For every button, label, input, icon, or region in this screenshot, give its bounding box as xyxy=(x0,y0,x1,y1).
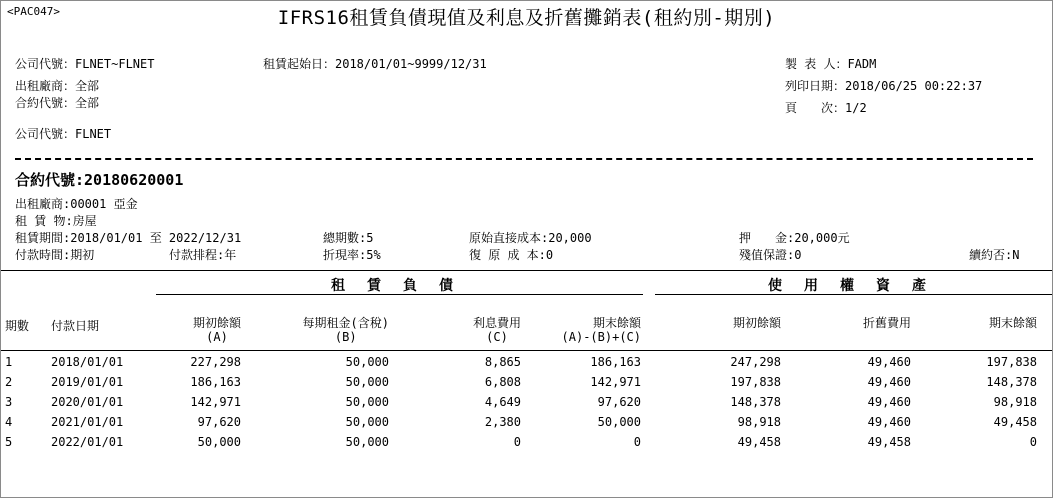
col-header-rent-sub: (B) xyxy=(334,329,357,344)
cell-interest: 2,380 xyxy=(484,415,521,429)
col-header-rent xyxy=(303,317,389,345)
cell-pay-date: 2018/01/01 xyxy=(51,355,124,369)
col-header-depreciation xyxy=(863,317,911,331)
col-header-liab-closing-label: 期末餘額 xyxy=(592,316,641,330)
cell-pay-date: 2022/01/01 xyxy=(51,435,124,449)
cell-rent: 50,000 xyxy=(345,355,389,369)
section-divider xyxy=(15,158,1033,160)
col-header-liab-closing-sub: (A)-(B)+(C) xyxy=(561,329,641,344)
cell-depreciation: 49,460 xyxy=(867,375,911,389)
cell-liab-opening: 186,163 xyxy=(190,375,241,389)
cell-liab-closing: 50,000 xyxy=(597,415,641,429)
cell-liab-opening: 50,000 xyxy=(197,435,241,449)
table-top-rule xyxy=(1,270,1052,271)
cell-liab-opening: 97,620 xyxy=(197,415,241,429)
restoration-cost: 復 原 成 本:0 xyxy=(469,248,554,262)
cell-asset-opening: 247,298 xyxy=(730,355,781,369)
cell-period: 4 xyxy=(5,415,13,429)
renewal-flag: 續約否:N xyxy=(969,248,1020,262)
cell-period: 5 xyxy=(5,435,13,449)
cell-asset-opening: 148,378 xyxy=(730,395,781,409)
company-code-current: 公司代號：FLNET xyxy=(15,127,112,141)
col-header-interest xyxy=(473,317,521,345)
cell-interest: 8,865 xyxy=(484,355,521,369)
cell-asset-closing: 197,838 xyxy=(986,355,1037,369)
cell-depreciation: 49,458 xyxy=(867,435,911,449)
cell-liab-closing: 97,620 xyxy=(597,395,641,409)
col-header-liab-opening xyxy=(193,317,241,345)
table-row xyxy=(1,375,1052,395)
deposit: 押 金:20,000元 xyxy=(739,231,850,245)
report-code: <PAC047> xyxy=(7,5,60,18)
payment-schedule: 付款排程:年 xyxy=(169,248,237,262)
cell-pay-date: 2021/01/01 xyxy=(51,415,124,429)
section-lease-liability: 租賃負債 xyxy=(331,278,475,294)
table-row xyxy=(1,355,1052,375)
table-row xyxy=(1,395,1052,415)
cell-period: 2 xyxy=(5,375,13,389)
cell-liab-closing: 0 xyxy=(633,435,641,449)
print-date: 列印日期：2018/06/25 00:22:37 xyxy=(785,79,983,93)
initial-direct-cost: 原始直接成本:20,000 xyxy=(469,231,592,245)
cell-rent: 50,000 xyxy=(345,375,389,389)
col-header-depreciation-label: 折舊費用 xyxy=(862,316,911,330)
cell-depreciation: 49,460 xyxy=(867,395,911,409)
cell-asset-opening: 197,838 xyxy=(730,375,781,389)
cell-liab-opening: 227,298 xyxy=(190,355,241,369)
col-header-asset-opening xyxy=(733,317,781,331)
total-periods: 總期數:5 xyxy=(323,231,374,245)
report-title: IFRS16租賃負債現值及利息及折舊攤銷表(租約別-期別) xyxy=(277,7,776,29)
col-header-liab-opening-sub: (A) xyxy=(206,329,228,344)
cell-depreciation: 49,460 xyxy=(867,415,911,429)
contract-lessor: 出租廠商:00001 亞金 xyxy=(15,197,138,211)
cell-period: 1 xyxy=(5,355,13,369)
col-header-asset-opening-label: 期初餘額 xyxy=(732,316,781,330)
lease-period: 租賃期間:2018/01/01 至 2022/12/31 xyxy=(15,231,242,245)
company-code-range: 公司代號：FLNET~FLNET xyxy=(15,57,155,71)
col-header-rent-label: 每期租金(含稅) xyxy=(302,316,389,330)
cell-rent: 50,000 xyxy=(345,435,389,449)
cell-asset-closing: 49,458 xyxy=(993,415,1037,429)
cell-interest: 6,808 xyxy=(484,375,521,389)
col-header-liab-opening-label: 期初餘額 xyxy=(192,316,241,330)
cell-pay-date: 2020/01/01 xyxy=(51,395,124,409)
leased-item: 租 賃 物:房屋 xyxy=(15,214,97,228)
contract-code-filter: 合約代號：全部 xyxy=(15,96,100,110)
preparer: 製 表 人：FADM xyxy=(785,57,877,71)
discount-rate: 折現率:5% xyxy=(323,248,381,262)
cell-depreciation: 49,460 xyxy=(867,355,911,369)
cell-asset-closing: 148,378 xyxy=(986,375,1037,389)
col-header-interest-label: 利息費用 xyxy=(472,316,521,330)
cell-asset-closing: 0 xyxy=(1029,435,1037,449)
cell-liab-closing: 142,971 xyxy=(590,375,641,389)
section-right-of-use-asset: 使用權資產 xyxy=(768,278,948,294)
cell-period: 3 xyxy=(5,395,13,409)
col-header-period: 期數 xyxy=(5,319,30,333)
lease-start-range: 租賃起始日：2018/01/01~9999/12/31 xyxy=(263,57,487,71)
cell-liab-closing: 186,163 xyxy=(590,355,641,369)
cell-rent: 50,000 xyxy=(345,415,389,429)
payment-timing: 付款時間:期初 xyxy=(15,248,95,262)
cell-asset-opening: 98,918 xyxy=(737,415,781,429)
col-header-liab-closing xyxy=(562,317,641,345)
col-header-asset-closing-label: 期末餘額 xyxy=(988,316,1037,330)
cell-pay-date: 2019/01/01 xyxy=(51,375,124,389)
page-number: 頁 次：1/2 xyxy=(785,101,867,115)
lessor-filter: 出租廠商：全部 xyxy=(15,79,100,93)
cell-interest: 4,649 xyxy=(484,395,521,409)
cell-rent: 50,000 xyxy=(345,395,389,409)
col-header-pay-date: 付款日期 xyxy=(51,319,100,333)
table-row xyxy=(1,415,1052,435)
cell-asset-opening: 49,458 xyxy=(737,435,781,449)
cell-liab-opening: 142,971 xyxy=(190,395,241,409)
col-header-asset-closing xyxy=(989,317,1037,331)
col-header-interest-sub: (C) xyxy=(486,329,508,344)
cell-asset-closing: 98,918 xyxy=(993,395,1037,409)
contract-heading: 合約代號:20180620001 xyxy=(15,171,184,189)
table-row xyxy=(1,435,1052,455)
residual-guarantee: 殘值保證:0 xyxy=(739,248,802,262)
header-bottom-rule xyxy=(1,350,1052,351)
cell-interest: 0 xyxy=(513,435,521,449)
